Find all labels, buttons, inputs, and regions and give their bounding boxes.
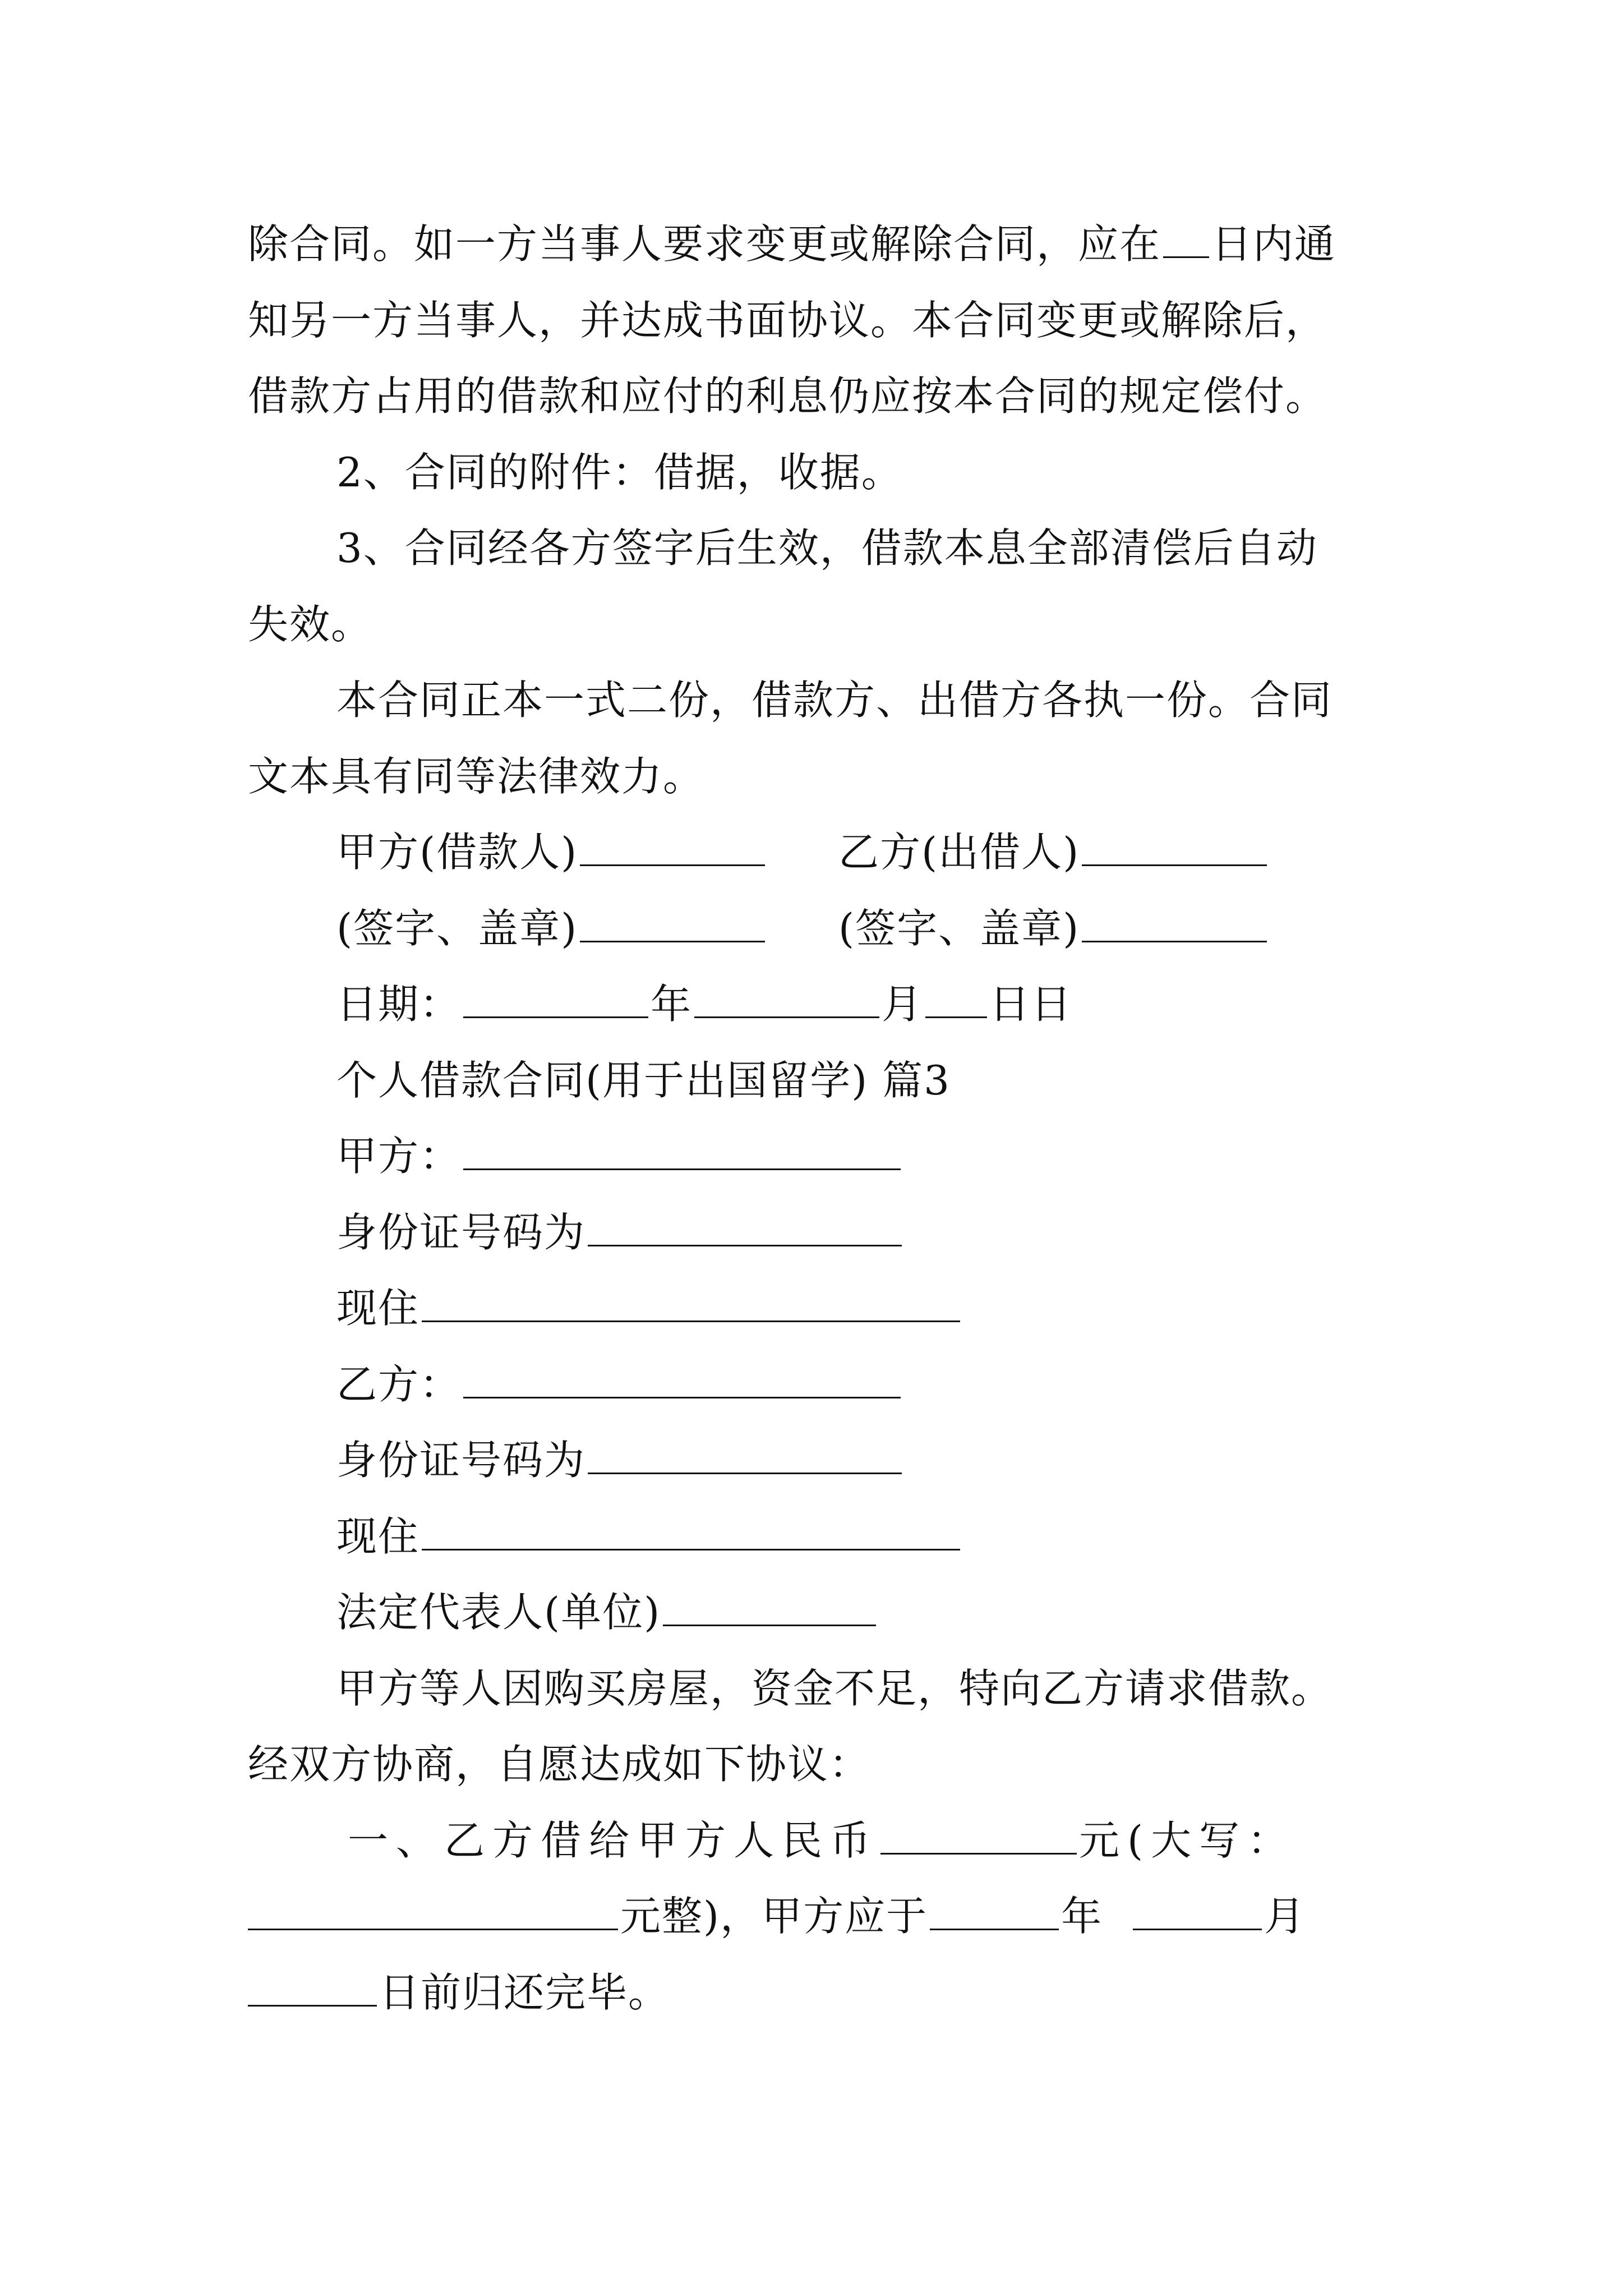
signature-party-b: 乙方(出借人) <box>838 824 1269 880</box>
amount-words-blank <box>248 1895 618 1930</box>
date-line: 日期： 年 月 日日 <box>336 981 1073 1028</box>
seal-blank <box>580 907 765 942</box>
id-blank <box>588 1439 902 1474</box>
clause-item-2: 2、合同的附件：借据，收据。 <box>336 449 903 496</box>
paragraph-line: 除合同。如一方当事人要求变更或解除合同，应在 日内通 <box>248 220 1336 268</box>
party-b-line: 乙方： <box>336 1356 903 1412</box>
day-blank <box>925 983 987 1018</box>
address-blank <box>422 1515 960 1550</box>
clause-item-3-cont: 失效。 <box>248 601 373 648</box>
section-title: 个人借款合同(用于出国留学) 篇3 <box>336 1057 951 1104</box>
month-blank <box>1133 1895 1262 1930</box>
year-blank <box>463 983 648 1018</box>
legal-rep-line: 法定代表人(单位) <box>336 1584 878 1640</box>
clause-item-3: 3、合同经各方签字后生效，借款本息全部清偿后自动 <box>336 524 1318 572</box>
party-a-line: 甲方： <box>336 1128 903 1184</box>
clause-1-line-3: 日前归还完毕。 <box>248 1964 670 2021</box>
party-a-address-line: 现住 <box>336 1280 962 1336</box>
copies-paragraph-cont: 文本具有同等法律效力。 <box>248 753 705 800</box>
address-blank <box>422 1287 960 1322</box>
clause-1-line: 一、乙方借给甲方人民币 元(大写： <box>348 1817 1296 1864</box>
intro-paragraph: 甲方等人因购买房屋，资金不足，特向乙方请求借款。 <box>336 1665 1333 1712</box>
party-b-id-line: 身份证号码为 <box>336 1432 904 1488</box>
paragraph-line: 借款方占用的借款和应付的利息仍应按本合同的规定偿付。 <box>248 372 1327 420</box>
id-blank <box>588 1211 902 1246</box>
intro-paragraph-cont: 经双方协商，自愿达成如下协议： <box>248 1741 871 1788</box>
amount-blank <box>880 1819 1077 1855</box>
seal-party-b: (签字、盖章) <box>838 900 1269 956</box>
party-a-blank <box>463 1135 901 1170</box>
party-b-blank <box>463 1363 901 1398</box>
signature-party-a: 甲方(借款人) <box>336 824 767 880</box>
signature-blank <box>580 831 765 866</box>
party-a-id-line: 身份证号码为 <box>336 1204 904 1260</box>
seal-party-a: (签字、盖章) <box>336 900 767 956</box>
seal-blank <box>1082 907 1267 942</box>
clause-1-line-2: 元整)，甲方应于 年 月 <box>248 1888 1306 1944</box>
copies-paragraph: 本合同正本一式二份，借款方、出借方各执一份。合同 <box>336 677 1333 724</box>
day-blank <box>248 1971 377 2007</box>
month-blank <box>694 983 879 1018</box>
paragraph-line: 知另一方当事人，并达成书面协议。本合同变更或解除后， <box>248 297 1327 344</box>
blank-field <box>1163 223 1209 258</box>
signature-blank <box>1082 831 1267 866</box>
party-b-address-line: 现住 <box>336 1508 962 1565</box>
legal-rep-blank <box>663 1591 876 1626</box>
year-blank <box>930 1895 1059 1930</box>
